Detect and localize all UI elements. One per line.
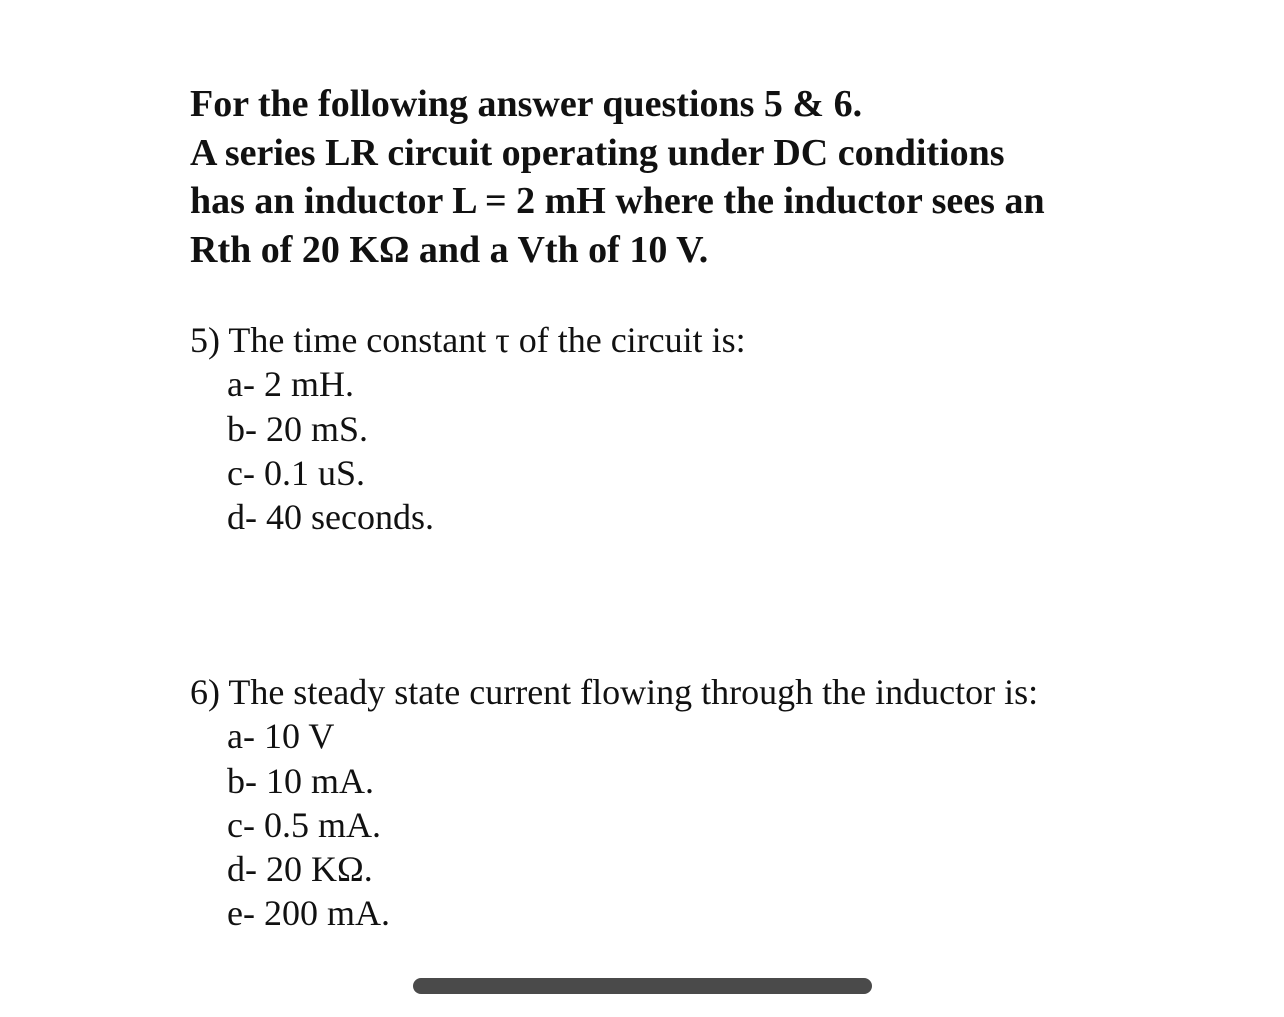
- home-indicator-bar[interactable]: [413, 978, 872, 994]
- question-6-option-b: b- 10 mA.: [227, 760, 374, 801]
- question-5-option-a: a- 2 mH.: [227, 364, 354, 405]
- intro-line: For the following answer questions 5 & 6.: [190, 83, 863, 125]
- intro-line: has an inductor L = 2 mH where the inductor sees an: [190, 180, 1045, 222]
- intro-line: A series LR circuit operating under DC conditions: [190, 131, 1005, 174]
- question-5-option-b: b- 20 mS.: [227, 408, 369, 449]
- question-5-stem: 5) The time constant τ of the circuit is:: [190, 320, 746, 360]
- question-5-option-d: d- 40 seconds.: [227, 497, 434, 538]
- question-6-option-e: e- 200 mA.: [227, 893, 390, 934]
- question-6-option-a: a- 10 V: [227, 716, 335, 757]
- question-5: [190, 318, 746, 539]
- question-5-option-c: c- 0.1 uS.: [227, 452, 365, 493]
- question-6-option-d: d- 20 KΩ.: [227, 849, 373, 890]
- intro-line: Rth of 20 KΩ and a Vth of 10 V.: [190, 228, 709, 271]
- question-6-stem: 6) The steady state current flowing through the inductor is:: [190, 672, 1039, 712]
- question-6-option-c: c- 0.5 mA.: [227, 804, 381, 845]
- problem-intro: [190, 80, 1260, 274]
- question-6: [190, 670, 1038, 936]
